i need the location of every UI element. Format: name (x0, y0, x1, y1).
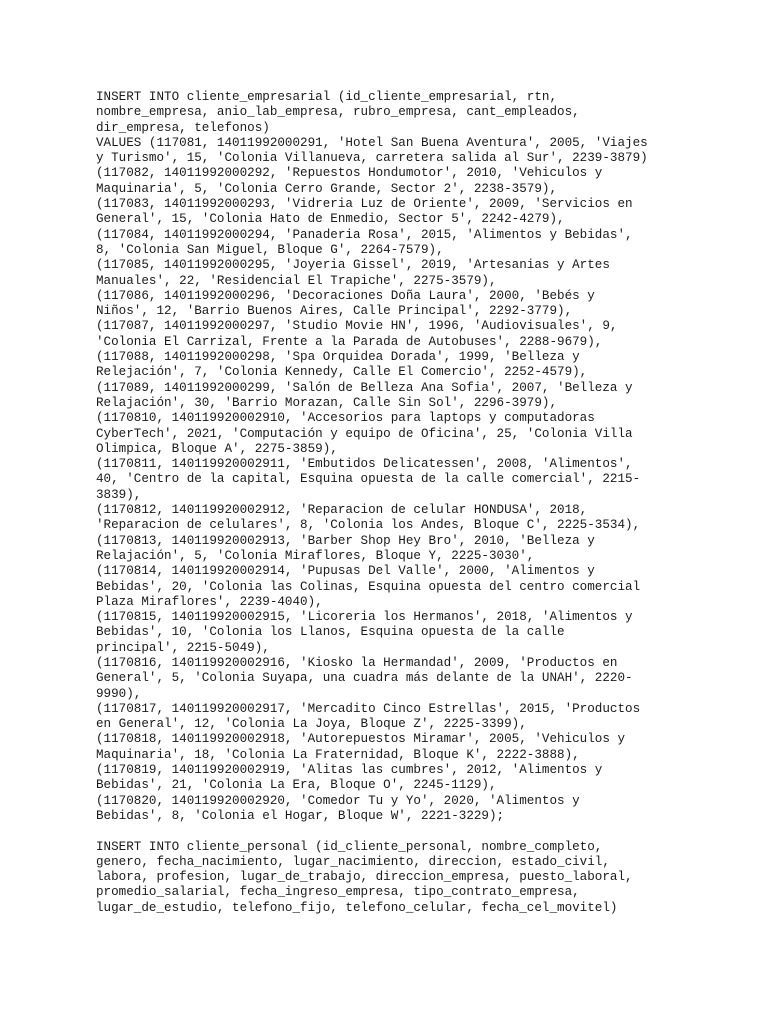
text-line: CyberTech', 2021, 'Computación y equipo de Oficina', 25, 'Colonia Villa (96, 426, 633, 441)
text-line: (1170820, 140119920002920, 'Comedor Tu y Yo', 2020, 'Alimentos y (96, 793, 580, 808)
text-line: genero, fecha_nacimiento, lugar_nacimiento, direccion, estado_civil, (96, 854, 610, 869)
text-line: (1170812, 140119920002912, 'Reparacion de celular HONDUSA', 2018, (96, 503, 588, 518)
text-line: y Turismo', 15, 'Colonia Villanueva, carretera salida al Sur', 2239-3879) (96, 151, 648, 166)
text-line: lugar_de_estudio, telefono_fijo, telefono_celular, fecha_cel_movitel) (96, 900, 618, 915)
text-line: en General', 12, 'Colonia La Joya, Bloque Z', 2225-3399), (96, 717, 527, 732)
paragraph-spacer (96, 824, 668, 839)
text-line: Niños', 12, 'Barrio Buenos Aires, Calle Principal', 2292-3779), (96, 304, 573, 319)
text-line: (1170817, 140119920002917, 'Mercadito Cinco Estrellas', 2015, 'Productos (96, 701, 641, 716)
text-line: nombre_empresa, anio_lab_empresa, rubro_empresa, cant_empleados, (96, 105, 580, 120)
text-line: Relejación', 7, 'Colonia Kennedy, Calle El Comercio', 2252-4579), (96, 365, 588, 380)
text-line: 'Colonia El Carrizal, Frente a la Parada de Autobuses', 2288-9679), (96, 334, 603, 349)
text-line: (117083, 14011992000293, 'Vidreria Luz de Oriente', 2009, 'Servicios en (96, 197, 633, 212)
text-line: Bebidas', 10, 'Colonia los Llanos, Esquina opuesta de la calle (96, 625, 565, 640)
text-line: 9990), (96, 686, 142, 701)
text-line: (1170813, 140119920002913, 'Barber Shop Hey Bro', 2010, 'Belleza y (96, 533, 595, 548)
text-line: (117087, 14011992000297, 'Studio Movie HN', 1996, 'Audiovisuales', 9, (96, 319, 618, 334)
text-line: 8, 'Colonia San Miguel, Bloque G', 2264-7579), (96, 242, 444, 257)
text-line: principal', 2215-5049), (96, 640, 270, 655)
text-line: labora, profesion, lugar_de_trabajo, direccion_empresa, puesto_laboral, (96, 870, 633, 885)
text-line: 40, 'Centro de la capital, Esquina opuesta de la calle comercial', 2215- (96, 472, 641, 487)
text-line: Olimpica, Bloque A', 2275-3859), (96, 441, 338, 456)
text-line: 'Reparacion de celulares', 8, 'Colonia los Andes, Bloque C', 2225-3534), (96, 518, 641, 533)
text-line: (1170816, 140119920002916, 'Kiosko la Hermandad', 2009, 'Productos en (96, 655, 618, 670)
text-line: (117088, 14011992000298, 'Spa Orquidea Dorada', 1999, 'Belleza y (96, 350, 580, 365)
text-line: General', 5, 'Colonia Suyapa, una cuadra más delante de la UNAH', 2220- (96, 671, 633, 686)
text-line: promedio_salarial, fecha_ingreso_empresa, tipo_contrato_empresa, (96, 885, 580, 900)
sql-text-body (96, 90, 668, 916)
text-line: Manuales', 22, 'Residencial El Trapiche', 2275-3579), (96, 273, 497, 288)
text-line: VALUES (117081, 14011992000291, 'Hotel San Buena Aventura', 2005, 'Viajes (96, 135, 648, 150)
text-line: (1170819, 140119920002919, 'Alitas las cumbres', 2012, 'Alimentos y (96, 763, 603, 778)
text-line: (1170815, 140119920002915, 'Licoreria los Hermanos', 2018, 'Alimentos y (96, 610, 633, 625)
text-line: Maquinaria', 5, 'Colonia Cerro Grande, Sector 2', 2238-3579), (96, 181, 558, 196)
text-line: (1170818, 140119920002918, 'Autorepuestos Miramar', 2005, 'Vehiculos y (96, 732, 626, 747)
text-line: INSERT INTO cliente_personal (id_cliente_personal, nombre_completo, (96, 839, 603, 854)
text-line: Relajación', 30, 'Barrio Morazan, Calle Sin Sol', 2296-3979), (96, 395, 558, 410)
text-line: General', 15, 'Colonia Hato de Enmedio, Sector 5', 2242-4279), (96, 212, 565, 227)
text-line: (117084, 14011992000294, 'Panaderia Rosa', 2015, 'Alimentos y Bebidas', (96, 227, 633, 242)
text-line: (1170814, 140119920002914, 'Pupusas Del Valle', 2000, 'Alimentos y (96, 564, 595, 579)
text-line: (117085, 14011992000295, 'Joyeria Gissel', 2019, 'Artesanias y Artes (96, 258, 610, 273)
text-line: (1170811, 140119920002911, 'Embutidos Delicatessen', 2008, 'Alimentos', (96, 457, 633, 472)
text-line: (117082, 14011992000292, 'Repuestos Hondumotor', 2010, 'Vehiculos y (96, 166, 603, 181)
text-line: Bebidas', 20, 'Colonia las Colinas, Esquina opuesta del centro comercial (96, 579, 641, 594)
text-line: 3839), (96, 487, 142, 502)
text-line: (117086, 14011992000296, 'Decoraciones Doña Laura', 2000, 'Bebés y (96, 288, 595, 303)
text-line: Bebidas', 8, 'Colonia el Hogar, Bloque W', 2221-3229); (96, 808, 505, 823)
text-line: (117089, 14011992000299, 'Salón de Belleza Ana Sofia', 2007, 'Belleza y (96, 380, 633, 395)
text-line: Bebidas', 21, 'Colonia La Era, Bloque O', 2245-1129), (96, 778, 497, 793)
text-line: Maquinaria', 18, 'Colonia La Fraternidad, Bloque K', 2222-3888), (96, 747, 580, 762)
text-line: INSERT INTO cliente_empresarial (id_cliente_empresarial, rtn, (96, 90, 558, 104)
text-line: dir_empresa, telefonos) (96, 120, 270, 135)
text-line: Relajación', 5, 'Colonia Miraflores, Bloque Y, 2225-3030', (96, 548, 535, 563)
text-line: (1170810, 140119920002910, 'Accesorios para laptops y computadoras (96, 411, 595, 426)
text-line: Plaza Miraflores', 2239-4040), (96, 594, 323, 609)
